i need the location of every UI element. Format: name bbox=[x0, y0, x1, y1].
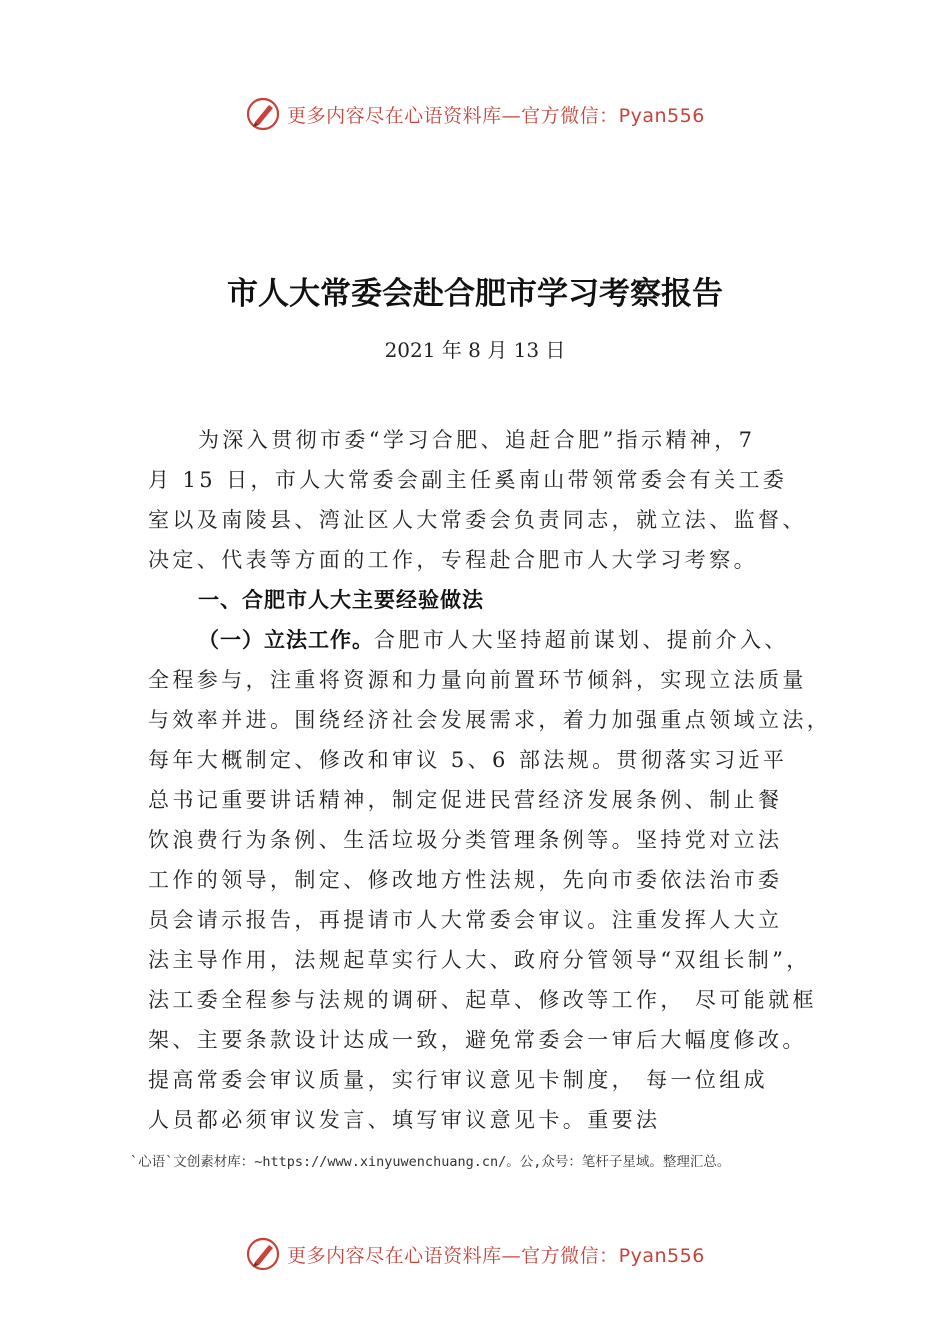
paragraph-line: 每年大概制定、修改和审议 5、6 部法规。贯彻落实习近平 bbox=[148, 748, 788, 772]
banner-text: 更多内容尽在心语资料库—官方微信：Pyan556 bbox=[287, 1244, 705, 1267]
section-heading: 一、合肥市人大主要经验做法 bbox=[198, 588, 484, 612]
paragraph-line: 决定、代表等方面的工作，专程赴合肥市人大学习考察。 bbox=[148, 548, 758, 572]
paragraph-line: 月 15 日，市人大常委会副主任奚南山带领常委会有关工委 bbox=[148, 468, 788, 492]
banner-wechat-id: Pyan556 bbox=[618, 104, 705, 127]
paragraph-line: 为深入贯彻市委“学习合肥、追赶合肥”指示精神，7 bbox=[198, 428, 756, 452]
document-title: 市人大常委会赴合肥市学习考察报告 bbox=[227, 276, 723, 312]
paragraph-line: 法工委全程参与法规的调研、起草、修改等工作， 尽可能就框 bbox=[148, 988, 817, 1012]
footer-banner bbox=[0, 1234, 950, 1274]
subsection-lead: （一）立法工作。 bbox=[198, 628, 374, 652]
paragraph-line: 员会请示报告，再提请市人大常委会审议。注重发挥人大立 bbox=[148, 908, 783, 932]
paragraph-line: 法主导作用，法规起草实行人大、政府分管领导“双组长制”， bbox=[148, 948, 811, 972]
paragraph-line: 全程参与，注重将资源和力量向前置环节倾斜，实现立法质量 bbox=[148, 668, 807, 692]
banner-text: 更多内容尽在心语资料库—官方微信：Pyan556 bbox=[287, 104, 705, 127]
paragraph-line: 饮浪费行为条例、生活垃圾分类管理条例等。坚持党对立法 bbox=[148, 828, 783, 852]
paragraph-line: 人员都必须审议发言、填写审议意见卡。重要法 bbox=[148, 1108, 661, 1132]
paragraph-line: 架、主要条款设计达成一致，避免常委会一审后大幅度修改。 bbox=[148, 1028, 807, 1052]
paragraph-line: （一）立法工作。合肥市人大坚持超前谋划、提前介入、 bbox=[198, 628, 789, 652]
paragraph-line: 工作的领导，制定、修改地方性法规，先向市委依法治市委 bbox=[148, 868, 783, 892]
header-banner bbox=[0, 94, 950, 134]
document-date: 2021 年 8 月 13 日 bbox=[384, 338, 566, 362]
footer-source-note: `心语`文创素材库：~https://www.xinyuwenchuang.cn/。公,众号：笔杆子星域。整理汇总。 bbox=[130, 1154, 731, 1170]
document-body bbox=[148, 420, 838, 1140]
paragraph-line: 提高常委会审议质量，实行审议意见卡制度， 每一位组成 bbox=[148, 1068, 769, 1092]
paragraph-line: 与效率并进。围绕经济社会发展需求，着力加强重点领域立法， bbox=[148, 708, 832, 732]
paragraph-line: 室以及南陵县、湾沚区人大常委会负责同志，就立法、监督、 bbox=[148, 508, 807, 532]
paragraph-line: 总书记重要讲话精神，制定促进民营经济发展条例、制止餐 bbox=[148, 788, 783, 812]
pen-logo-icon bbox=[245, 1236, 281, 1272]
pen-logo-icon bbox=[245, 96, 281, 132]
banner-wechat-id: Pyan556 bbox=[618, 1244, 705, 1267]
